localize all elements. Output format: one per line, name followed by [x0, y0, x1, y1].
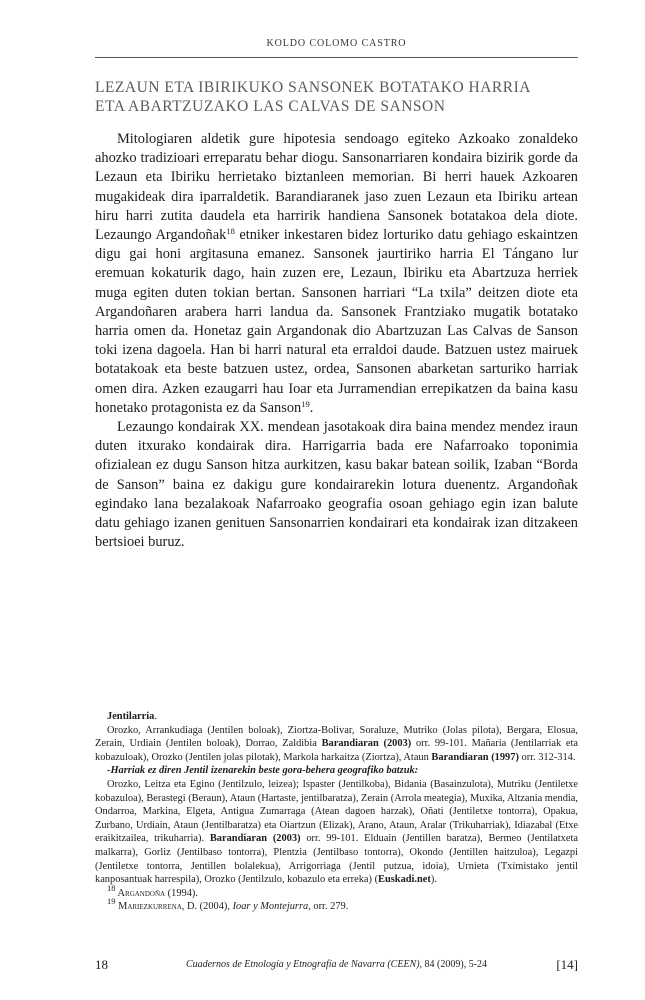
note-2-text-d: ). [430, 874, 437, 886]
notes-subheading: -Harriak ez diren Jentil izenarekin beste gora-behera geografiko batzuk: [107, 765, 419, 777]
note-1-text-c: orr. 99-101. Mañaria (Jentilarriak eta kobazuloak), Orozko (Jentilen jolas pilotak), Markola harkaitza (Ziortza), Ataun [95, 738, 578, 763]
footnote-19-pages: , orr. 279. [308, 901, 349, 913]
note-jentilarria-list [95, 724, 578, 765]
paragraph-2-text-b: . mendean jasotakoak dira baina mendez mendez iraun duten itxurako kondairak dira. Harrigarria bada ere Nafarroako toponimia ofizialean ez dugu Sanson hitza aurkitzen, kasu bakar batean soilik, Izaban “Borda de Sanson” baina ez dakigu gure kondairarekin lotura duenentz. Argandoñak egindako lana bezalakoak Nafarroako geografia osoan gehiago egin izan balute datu gehiago izanen genituen Sansonarrien kondairari eta kondairak izan ditzakeen bertsioei buruz. [95, 419, 578, 551]
note-2-year: (2003) [272, 833, 301, 845]
century-numeral: XX [239, 419, 261, 436]
footnote-19-author: Mariezkurrena, D. (2004), [115, 901, 233, 913]
notes-heading [95, 710, 578, 724]
body-paragraph-1 [95, 130, 578, 418]
paragraph-1-text-c: . [309, 399, 314, 416]
note-2-text-a: Orozko, Leitza eta Egino (Jentilzulo, leizea); Ispaster (Jentilkoba), Bidania (Basainzulota), Mutriku (Jentiletxe kobazuloa), Berastegi (Beraun), Ataun (Hartaste, jentilbaratza), Zerain (Arrola meategia), Muxika, Altzania mendia, Ondarroa, Markina, Elgeta, Antigua Zumarraga (Atean dagoen harzak), Oñati (Jentiletxe tontorra), Opakua, Zurbano, Urdiain, Ataun (Jentilbaratza) eta Oiartzun (Elizak), Arano, Ataun, Aralar (Trikuharriak), Idiazabal (Etxe eraikitzailea, trikuharria). [95, 778, 578, 845]
notes-heading-period: . [154, 711, 157, 722]
original-page-number: [14] [556, 957, 578, 972]
footnote-19-number: 19 [107, 896, 116, 907]
note-2-text-c: orr. 99-101. Elduain (Jentillen baratza), Bermeo (Jentilatxeta malkarra), Gorliz (Jentilbaso tontorra), Plentzia (Jentilbaso tontorra), Okondo (Jentillen haitzuloa), Legazpi (Jentiletxe tontorra, Jentillen bolalekua), Arrigorriaga (Jentil putzua, idoia), Urnieta (Txímistako jentil kanposantuak harrespila), Orozko (Jentilzulo, kobazulo eta erreka) ( [95, 833, 578, 886]
journal-name: Cuadernos de Etnología y Etnografía de Navarra (CEEN), [185, 959, 423, 970]
running-head: KOLDO COLOMO CASTRO [266, 38, 407, 49]
note-geographic-list [95, 778, 578, 887]
body-text [95, 130, 578, 552]
footnote-18-number: 18 [107, 882, 116, 893]
note-2-source: Euskadi.net [378, 874, 431, 886]
note-1-text-a: Orozko, Arrankudiaga (Jentilen boloak), Ziortza-Bolivar, Soraluze, Mutriko (Jolas pilota), Bergara, Elosua, Zerain, Urdiain (Jentilen boloak), Dorrao, Zaldibia [95, 724, 578, 750]
article-title-line-2: ETA ABARTZUZAKO LAS CALVAS DE SANSON [95, 98, 446, 115]
footnote-ref-18: 18 [226, 226, 235, 237]
footnote-19-title: Ioar y Montejurra [232, 901, 309, 913]
journal-citation [95, 959, 578, 970]
body-paragraph-2 [95, 418, 578, 552]
paragraph-1-text-a: Mitologiaren aldetik gure hipotesia sendoago egiteko Azkoako zonaldeko ahozko tradizioari erreparatu behar diogu. Sansonarriaren kondaira bizirik gorde da Lezaun eta Ibiriku herrietako biztanleen memorian. Bi herri hauek Azkoaren mugakideak dira iparraldetik. Barandiaranek jaso zuen Lezaun eta Ibiriku artean hiru harri zutita daudela eta harririk handiena Sansonek botatakoa dela diote. Lezaungo Argandoñak [95, 131, 578, 244]
notes-heading-label: Jentilarria [107, 711, 155, 722]
notes-section [95, 710, 578, 914]
note-1-year: (2003) [383, 738, 412, 750]
header-rule [95, 57, 578, 58]
note-1-author: Barandiaran [321, 738, 379, 750]
journal-issue: 84 (2009), 5-24 [422, 959, 488, 970]
footnote-ref-19: 19 [301, 398, 310, 409]
paragraph-1-text-b: etniker inkestaren bidez lorturiko datu gehiago eskaintzen digu gai honi argitasuna emanez. Sansonek jaurtiriko harria El Tángano lur eremuan kokaturik dago, hain zuzen ere, Lezaun, Ibiriku eta Abartzuza herriek muga egiten duten tokian bertan. Sansonen harriari “La txila” deitzen diote eta Argandoñaren arabera harri landua da. Sansonek Frantziako mugatik botatako harria omen da. Honetaz gain Argandonak dio Abartzuzan Las Calvas de Sanson toki izena dagoela. Han bi harri natural eta erraldoi daude. Batzuen ustez mairuek botatakoak eta beste batzuen ustez, ordea, Sansonen abarketan sarturiko harriak omen dira. Azken ezaugarri hau Ioar eta Jurramendian errepikatzen da baina kasu honetako protagonista ez da Sanson [95, 227, 578, 416]
footnote-19 [95, 896, 578, 914]
note-1-year-2: (1997) [491, 751, 519, 763]
note-1-author-2: Barandiaran [431, 751, 489, 763]
page-footer [95, 957, 578, 975]
note-1-text-d: orr. 312-314. [518, 751, 576, 763]
note-2-author: Barandiaran [209, 833, 268, 845]
footnote-18-text: Argandoña (1994). [115, 887, 198, 899]
article-title [95, 78, 578, 116]
paragraph-2-text-a: Lezaungo kondairak [117, 419, 240, 436]
article-title-line-1: LEZAUN ETA IBIRIKUKO SANSONEK BOTATAKO HARRIA [95, 79, 531, 96]
page-number: 18 [95, 957, 108, 972]
footnote-18 [95, 882, 578, 901]
